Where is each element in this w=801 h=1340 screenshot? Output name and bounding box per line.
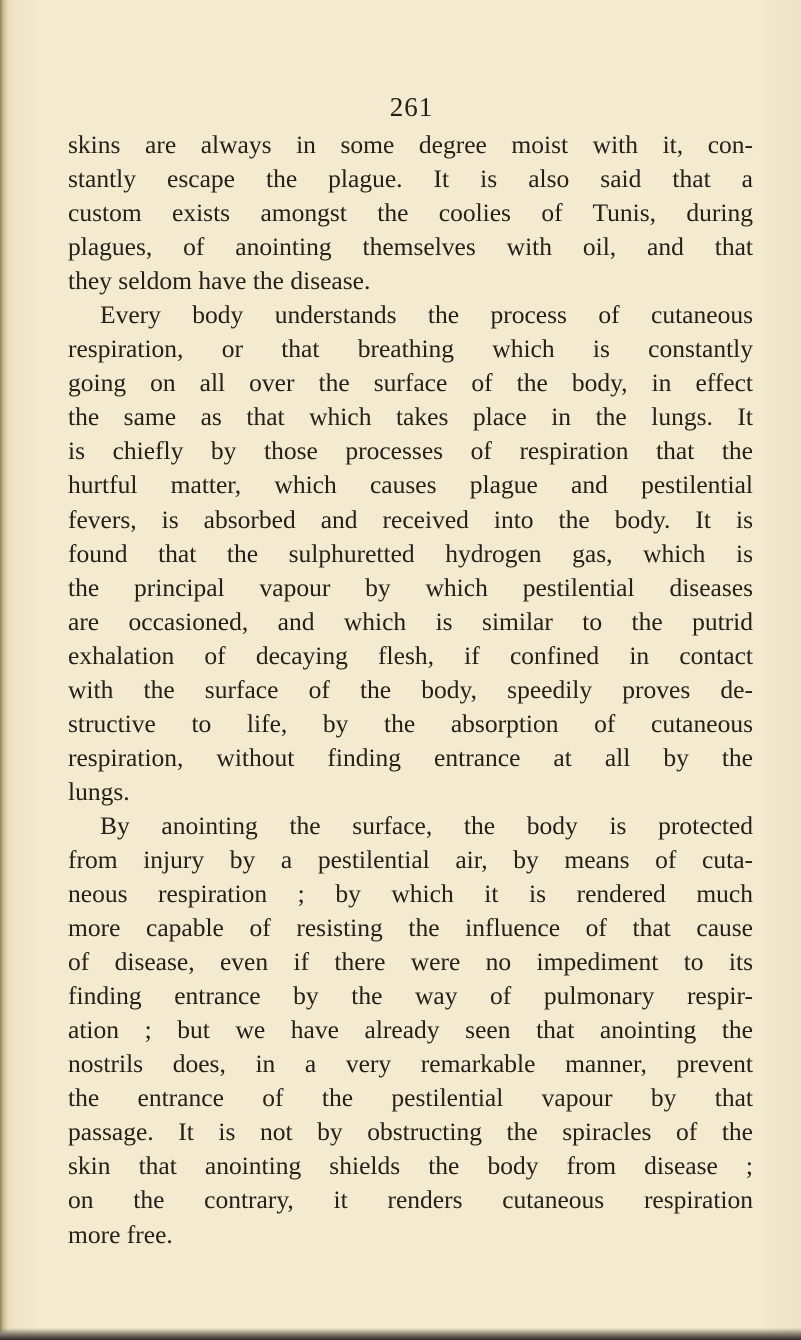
text-line: more capable of resisting the influence of that cause — [68, 913, 753, 943]
text-line: the entrance of the pestilential vapour by that — [68, 1083, 753, 1113]
text-line: plagues, of anointing themselves with oil, and that — [68, 232, 753, 262]
text-line: passage. It is not by obstructing the spiracles of the — [68, 1117, 753, 1147]
text-line: with the surface of the body, speedily proves de- — [68, 674, 753, 704]
text-line: the same as that which takes place in the lungs. It — [68, 402, 753, 432]
text-line: fevers, is absorbed and received into the body. It is — [68, 504, 753, 534]
text-line: ation ; but we have already seen that anointing the — [68, 1015, 753, 1045]
binding-shadow — [0, 0, 8, 1340]
text-line: are occasioned, and which is similar to the putrid — [68, 606, 753, 636]
text-line: going on all over the surface of the body, in effect — [68, 368, 753, 398]
page-bottom-edge — [0, 1328, 801, 1340]
text-line: they seldom have the disease. — [68, 266, 371, 296]
text-line: found that the sulphuretted hydrogen gas, which is — [68, 538, 753, 568]
text-line: exhalation of decaying flesh, if confined in contact — [68, 640, 753, 670]
text-line: skins are always in some degree moist with it, con- — [68, 130, 753, 159]
text-line: stantly escape the plague. It is also said that a — [68, 164, 753, 194]
text-line: lungs. — [68, 776, 130, 806]
text-line: By anointing the surface, the body is protected — [100, 810, 753, 840]
text-line: the principal vapour by which pestilential diseases — [68, 572, 753, 602]
text-line: custom exists amongst the coolies of Tunis, during — [68, 198, 753, 228]
text-line: hurtful matter, which causes plague and pestilential — [68, 470, 753, 500]
text-line: more free. — [68, 1219, 173, 1249]
text-line: of disease, even if there were no impediment to its — [68, 947, 753, 977]
text-line: finding entrance by the way of pulmonary respir- — [68, 981, 753, 1011]
text-line: respiration, or that breathing which is constantly — [68, 334, 753, 364]
text-line: on the contrary, it renders cutaneous respiration — [68, 1185, 753, 1215]
page-number: 261 — [389, 92, 434, 122]
text-line: from injury by a pestilential air, by means of cuta- — [68, 844, 753, 874]
text-line: respiration, without finding entrance at all by the — [68, 742, 753, 772]
body-text — [68, 128, 753, 1252]
text-line: nostrils does, in a very remarkable manner, prevent — [68, 1049, 753, 1079]
text-line: skin that anointing shields the body from disease ; — [68, 1151, 753, 1181]
text-line: is chiefly by those processes of respiration that the — [68, 436, 753, 466]
text-line: neous respiration ; by which it is rendered much — [68, 879, 753, 909]
text-line: structive to life, by the absorption of cutaneous — [68, 708, 753, 738]
text-line: Every body understands the process of cutaneous — [100, 300, 753, 330]
